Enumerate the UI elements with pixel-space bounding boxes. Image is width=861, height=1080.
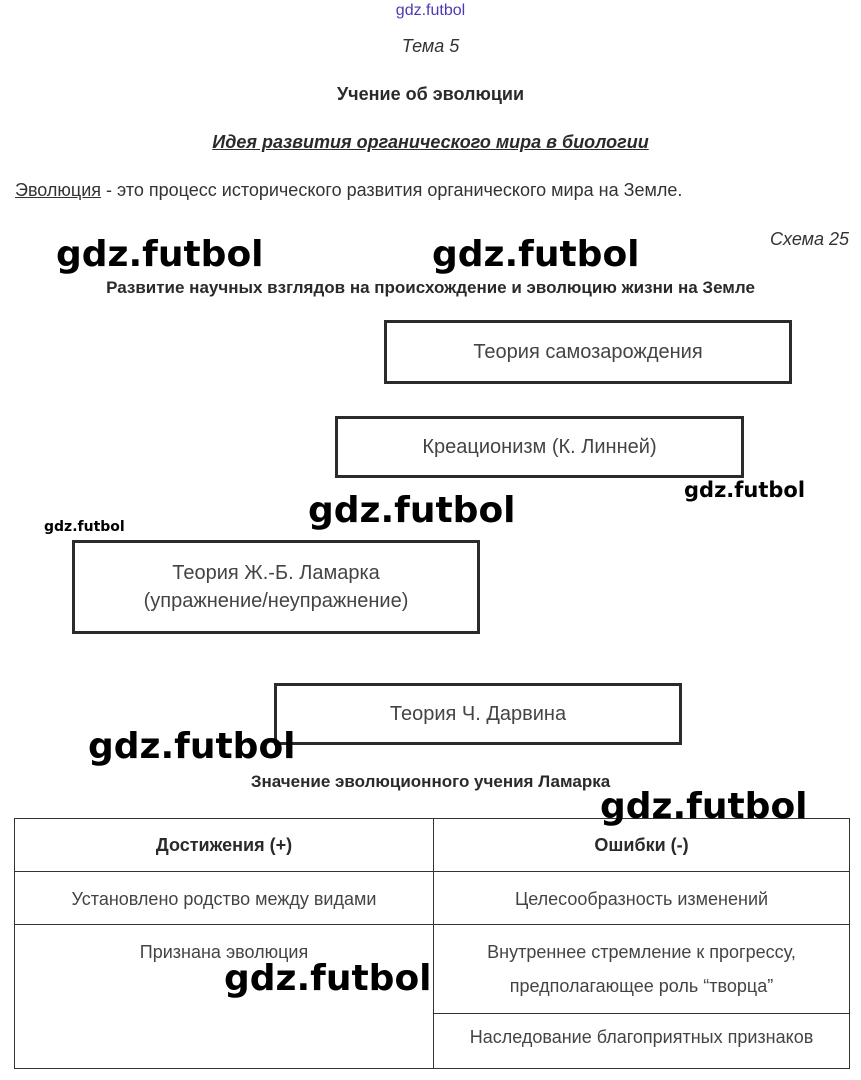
watermark: gdz.futbol (600, 786, 808, 827)
box-label: Теория самозарождения (473, 341, 703, 363)
table-cell: Целесообразность изменений (434, 872, 850, 925)
table-cell: Установлено родство между видами (15, 872, 434, 925)
box-darwin (274, 683, 682, 745)
table-cell: Признана эволюция (15, 925, 434, 1069)
cell-line: предполагающее роль “творца” (509, 976, 774, 996)
box-creationism (335, 416, 744, 478)
definition-term: Эволюция (15, 180, 102, 200)
watermark: gdz.futbol (56, 234, 264, 275)
lamarck-table (14, 818, 850, 1069)
table-row (15, 872, 850, 925)
watermark: gdz.futbol (224, 958, 432, 999)
table-title: Значение эволюционного учения Ламарка (250, 772, 611, 791)
page-title: Учение об эволюции (336, 84, 525, 104)
header-achievements: Достижения (+) (15, 819, 434, 872)
box-label: Теория Ч. Дарвина (389, 703, 567, 725)
scheme-label: Схема 25 (770, 229, 849, 249)
table-cell: Наследование благоприятных признаков (434, 1014, 850, 1069)
section-title: Идея развития органического мира в биологии (212, 132, 649, 152)
watermark: gdz.futbol (88, 726, 296, 767)
header-errors: Ошибки (-) (434, 819, 850, 872)
watermark: gdz.futbol (44, 519, 125, 535)
watermark-top: gdz.futbol (395, 2, 466, 19)
table-row (15, 925, 850, 1014)
box-sublabel: (упражнение/неупражнение) (143, 590, 409, 612)
box-label: Креационизм (К. Линней) (422, 436, 657, 458)
box-label: Теория Ж.-Б. Ламарка (172, 562, 380, 584)
box-lamarck (72, 540, 480, 634)
watermark: gdz.futbol (684, 478, 806, 502)
table-cell (434, 925, 850, 1014)
definition-text: - это процесс исторического развития органического мира на Земле. (101, 180, 683, 200)
topic-label: Тема 5 (401, 36, 460, 56)
box-spontaneous-generation (384, 320, 792, 384)
scheme-title: Развитие научных взглядов на происхождение и эволюцию жизни на Земле (106, 278, 755, 297)
cell-line: Внутреннее стремление к прогрессу, (487, 942, 796, 962)
watermark: gdz.futbol (432, 234, 640, 275)
definition (15, 180, 682, 201)
watermark: gdz.futbol (308, 490, 516, 531)
